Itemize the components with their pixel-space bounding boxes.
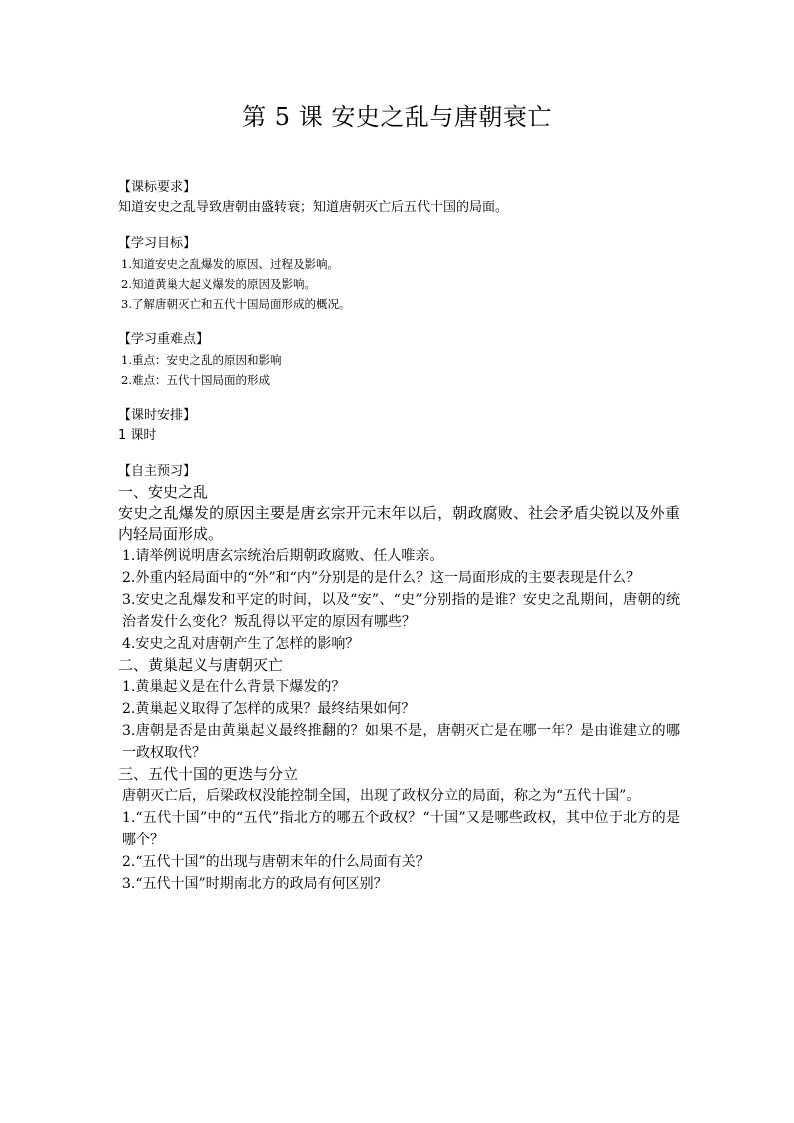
section-heading-zhongnandian: 【学习重难点】 xyxy=(118,332,210,347)
zhongnandian-item: 2.难点：五代十国局面的形成 xyxy=(121,373,270,387)
part-title-huangchao: 二、黄巢起义与唐朝灭亡 xyxy=(118,656,284,674)
spacer xyxy=(118,390,680,406)
section-heading-kebiao: 【课标要求】 xyxy=(118,180,197,195)
spacer xyxy=(118,314,680,330)
part-title-wudai: 三、五代十国的更迭与分立 xyxy=(118,765,299,783)
document-content xyxy=(118,178,680,895)
section-heading-mubiao: 【学习目标】 xyxy=(118,236,197,251)
mubiao-item: 1.知道安史之乱爆发的原因、过程及影响。 xyxy=(121,257,339,271)
anshi-intro: 安史之乱爆发的原因主要是唐玄宗开元末年以后，朝政腐败、社会矛盾尖锐以及外重内轻局面形成。 xyxy=(118,504,680,543)
question-item: 1.请举例说明唐玄宗统治后期朝政腐败、任人唯亲。 xyxy=(122,548,444,564)
wudai-intro: 唐朝灭亡后，后梁政权没能控制全国，出现了政权分立的局面，称之为“五代十国”。 xyxy=(122,788,641,804)
spacer xyxy=(118,218,680,234)
question-item: 3.唐朝是否是由黄巢起义最终推翻的？如果不是，唐朝灭亡是在哪一年？是由谁建立的哪一政权取代？ xyxy=(122,723,680,761)
question-item: 1.黄巢起义是在什么背景下爆发的？ xyxy=(122,679,346,695)
page-title: 第 5 课 安史之乱与唐朝衰亡 xyxy=(242,103,552,131)
question-item: 3.安史之乱爆发和平定的时间，以及“安”、“史”分别指的是谁？安史之乱期间，唐朝的统治者发什么变化？叛乱得以平定的原因有哪些？ xyxy=(122,592,680,630)
mubiao-item: 2.知道黄巢大起义爆发的原因及影响。 xyxy=(121,277,316,291)
question-item: 1.“五代十国”中的“五代”指北方的哪五个政权？“十国”又是哪些政权，其中位于北方的是哪个？ xyxy=(122,810,680,848)
question-item: 2.“五代十国”的出现与唐朝末年的什么局面有关？ xyxy=(122,854,430,870)
question-item: 3.“五代十国”时期南北方的政局有何区别？ xyxy=(122,876,388,892)
kebiao-text: 知道安史之乱导致唐朝由盛转衰；知道唐朝灭亡后五代十国的局面。 xyxy=(118,200,509,215)
keshi-text: 1 课时 xyxy=(118,428,157,443)
zhongnandian-item: 1.重点：安史之乱的原因和影响 xyxy=(121,353,282,367)
question-item: 4.安史之乱对唐朝产生了怎样的影响？ xyxy=(122,636,360,652)
question-item: 2.外重内轻局面中的“外”和“内”分别是的是什么？这一局面形成的主要表现是什么？ xyxy=(122,570,640,586)
spacer xyxy=(118,446,680,462)
section-heading-keshi: 【课时安排】 xyxy=(118,408,197,423)
section-heading-yuxi: 【自主预习】 xyxy=(118,464,197,479)
question-item: 2.黄巢起义取得了怎样的成果？最终结果如何？ xyxy=(122,701,416,717)
mubiao-item: 3.了解唐朝灭亡和五代十国局面形成的概况。 xyxy=(121,297,351,311)
part-title-anshi: 一、安史之乱 xyxy=(118,483,209,501)
